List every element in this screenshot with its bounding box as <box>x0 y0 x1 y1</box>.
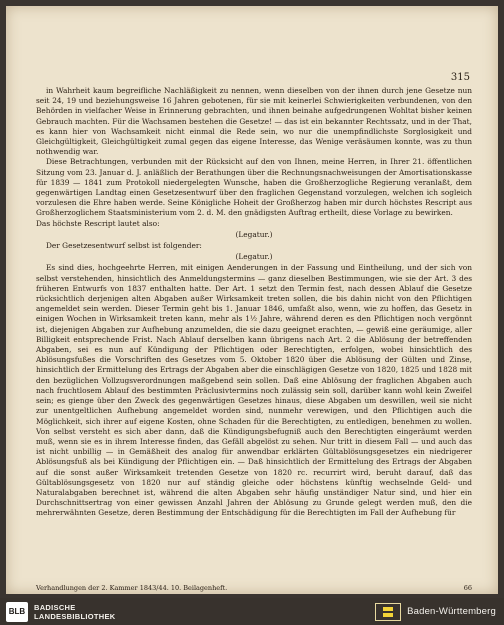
bw-brand[interactable] <box>375 603 504 621</box>
blb-brand[interactable] <box>0 602 115 622</box>
footer-sheet-number: 66 <box>463 584 472 592</box>
blb-line-2: LANDESBIBLIOTHEK <box>34 611 116 621</box>
legatur-2: (Legatur.) <box>235 252 273 262</box>
paragraph-5: Es sind dies, hochgeehrte Herren, mit einigen Aenderungen in der Fassung und Eintheilung, und der sich von selbst verstehenden, hinsichtlich des Anmeldungstermins — ganz dieselben Bestimmungen, wie sie der Art. 3 des früheren Entwurfs von 1837 enthalten hatte. Der Art. 1 setzt den Termin fest, nach dessen Ablauf die Gesetze rücksichtlich derjenigen alten Abgaben außer Wirksamkeit treten sollen, die bis dahin nicht von den Pflichtigen angemeldet sein werden. Dieser Termin geht bis 1. Januar 1846, umfaßt also, wenn, wie zu hoffen, das Gesetz in einigen Wochen in Wirksamkeit treten kann, mehr als 1½ Jahre, während deren es den Pflichtigen noch vergönnt ist, diejenigen Abgaben zur Aufhebung anzumelden, die sie dazu geeignet erachten, — gewiß eine geräumige, aller Billigkeit entsprechende Frist. Nach Ablauf derselben kann übrigens nach Art. 2 die Ablösung der betreffenden Abgaben, sei es nun auf Kündigung der Pflichtigen oder Berechtigten, erfolgen, wobei hinsichtlich des Ablösungsfußes die Vorschriften des Gesetzes vom 5. Oktober 1820 über die Ablösung der Gülten und Zinse, hinsichtlich der Ermittelung des Ertrags der Abgaben aber die einschlägigen Gesetze von 1820, 1825 und 1828 mit den bezüglichen Vollzugsverordnungen maßgebend sein sollen. Daß eine Ablösung der fraglichen Abgaben auch nach fruchtlosem Ablauf des bestimmten Präclusivtermins noch zulässig sein soll, darüber kann wohl kein Zweifel sein; es gienge über den Zweck des gegenwärtigen Gesetzes hinaus, diese Abgaben um deswillen, weil sie nicht zur unentgeltlichen Aufhebung angemeldet worden sind, nunmehr verewigen, und den Pflichtigen auch die Möglichkeit, sich ihrer auf eigene Kosten, ohne Schaden für die Berechtigten, zu entledigen, benehmen zu wollen. Von selbst versteht es sich aber dann, daß die Kündigungsbefugniß auch den Berechtigten eingeräumt werden muß, wenn sie es in ihrem Interesse finden, das Gefäll abgelöst zu sehen. Nur tritt in diesem Fall — und auch das ist nicht unbillig — in Gemäßheit des analog für anwendbar erklärten Gültablösungsgesetzes ein niedrigerer Ablösungsfuß als bei Kündigung der Pflichtigen ein. — Daß hinsichtlich der Ermittelung des Ertrags der Abgaben auf die sonst außer Wirksamkeit tretenden Gesetze von 1820 rc. recurrirt wird, beruht darauf, daß das Gültablösungsgesetz von 1820 nur auf ständig gleiche oder höchstens künftig wechselnde Geld- und Naturalabgaben berechnet ist, während die alten Abgaben sehr häufig unständiger Natur sind, und hier ein Durchschnittsertrag von einer gewissen Anzahl Jahren der Ablösung zu Grunde gelegt werden muß, den die mehrerwähnten Gesetze, deren Bestimmung der Entschädigung für die Berechtigten im Fall der Aufhebung für <box>36 263 472 518</box>
page-footer <box>36 584 472 592</box>
legatur-1: (Legatur.) <box>235 229 273 239</box>
footer-bar <box>0 598 504 625</box>
blb-logo-icon: BLB <box>6 602 28 622</box>
paragraph-4: Der Gesetzesentwurf selbst ist folgender: <box>46 241 202 251</box>
scanned-page <box>6 6 498 594</box>
bw-wordmark: Baden-Württemberg <box>407 606 496 617</box>
blb-line-1: BADISCHE <box>34 602 76 612</box>
paragraph-2: Diese Betrachtungen, verbunden mit der Rücksicht auf den von Ihnen, meine Herren, in Ihrer 21. öffentlichen Sitzung vom 23. Januar d. J. anläßlich der Berathungen über die Rechnungsnachweisungen der Amortisationskasse für 1839 — 1841 zum Protokoll niedergelegten Wunsche, haben die Großherzogliche Regierung veranlaßt, dem gegenwärtigen Landtag einen Gesetzesentwurf über den fraglichen Gegenstand vorzulegen, welchen ich sogleich vorzulesen die Ehre haben werde. Seine Königliche Hoheit der Großherzog haben mir durch höchstes Rescript aus Großherzoglichem Staatsministerium vom 2. d. M. den gnädigsten Auftrag ertheilt, diese Vorlage zu bewirken. <box>36 157 472 218</box>
page-text <box>36 86 472 519</box>
paragraph-1: in Wahrheit kaum begreifliche Nachläßigkeit zu nennen, wenn dieselben von der ihnen durch jene Gesetze nun seit 24, 19 und beziehungsweise 16 Jahren gebotenen, für sie mit keinerlei Schwierigkeiten verbundenen, von den Behörden in vielfacher Weise in Erinnerung gebrachten, und ihnen beinahe aufgedrungenen Wohltat bisher keinen Gebrauch machten. Für die Wachsamen bestehen die Gesetze! — das ist ein bekannter Rechtssatz, und in der That, es kann hier von Wachsamkeit nicht einmal die Rede sein, wo nur die unempfindlichste Sorglosigkeit und Gleichgültigkeit, Gleichgültigkeit zumal gegen das eigene Interesse, das Wenige veräsäumen konnte, was zu thun nothwendig war. <box>36 86 472 157</box>
blb-wordmark <box>34 603 115 621</box>
state-coat-of-arms-icon <box>375 603 401 621</box>
footer-source: Verhandlungen der 2. Kammer 1843/44. 10. Beilagenheft. <box>36 584 228 592</box>
page-number: 315 <box>450 72 470 83</box>
paragraph-3: Das höchste Rescript lautet also: <box>36 218 160 228</box>
